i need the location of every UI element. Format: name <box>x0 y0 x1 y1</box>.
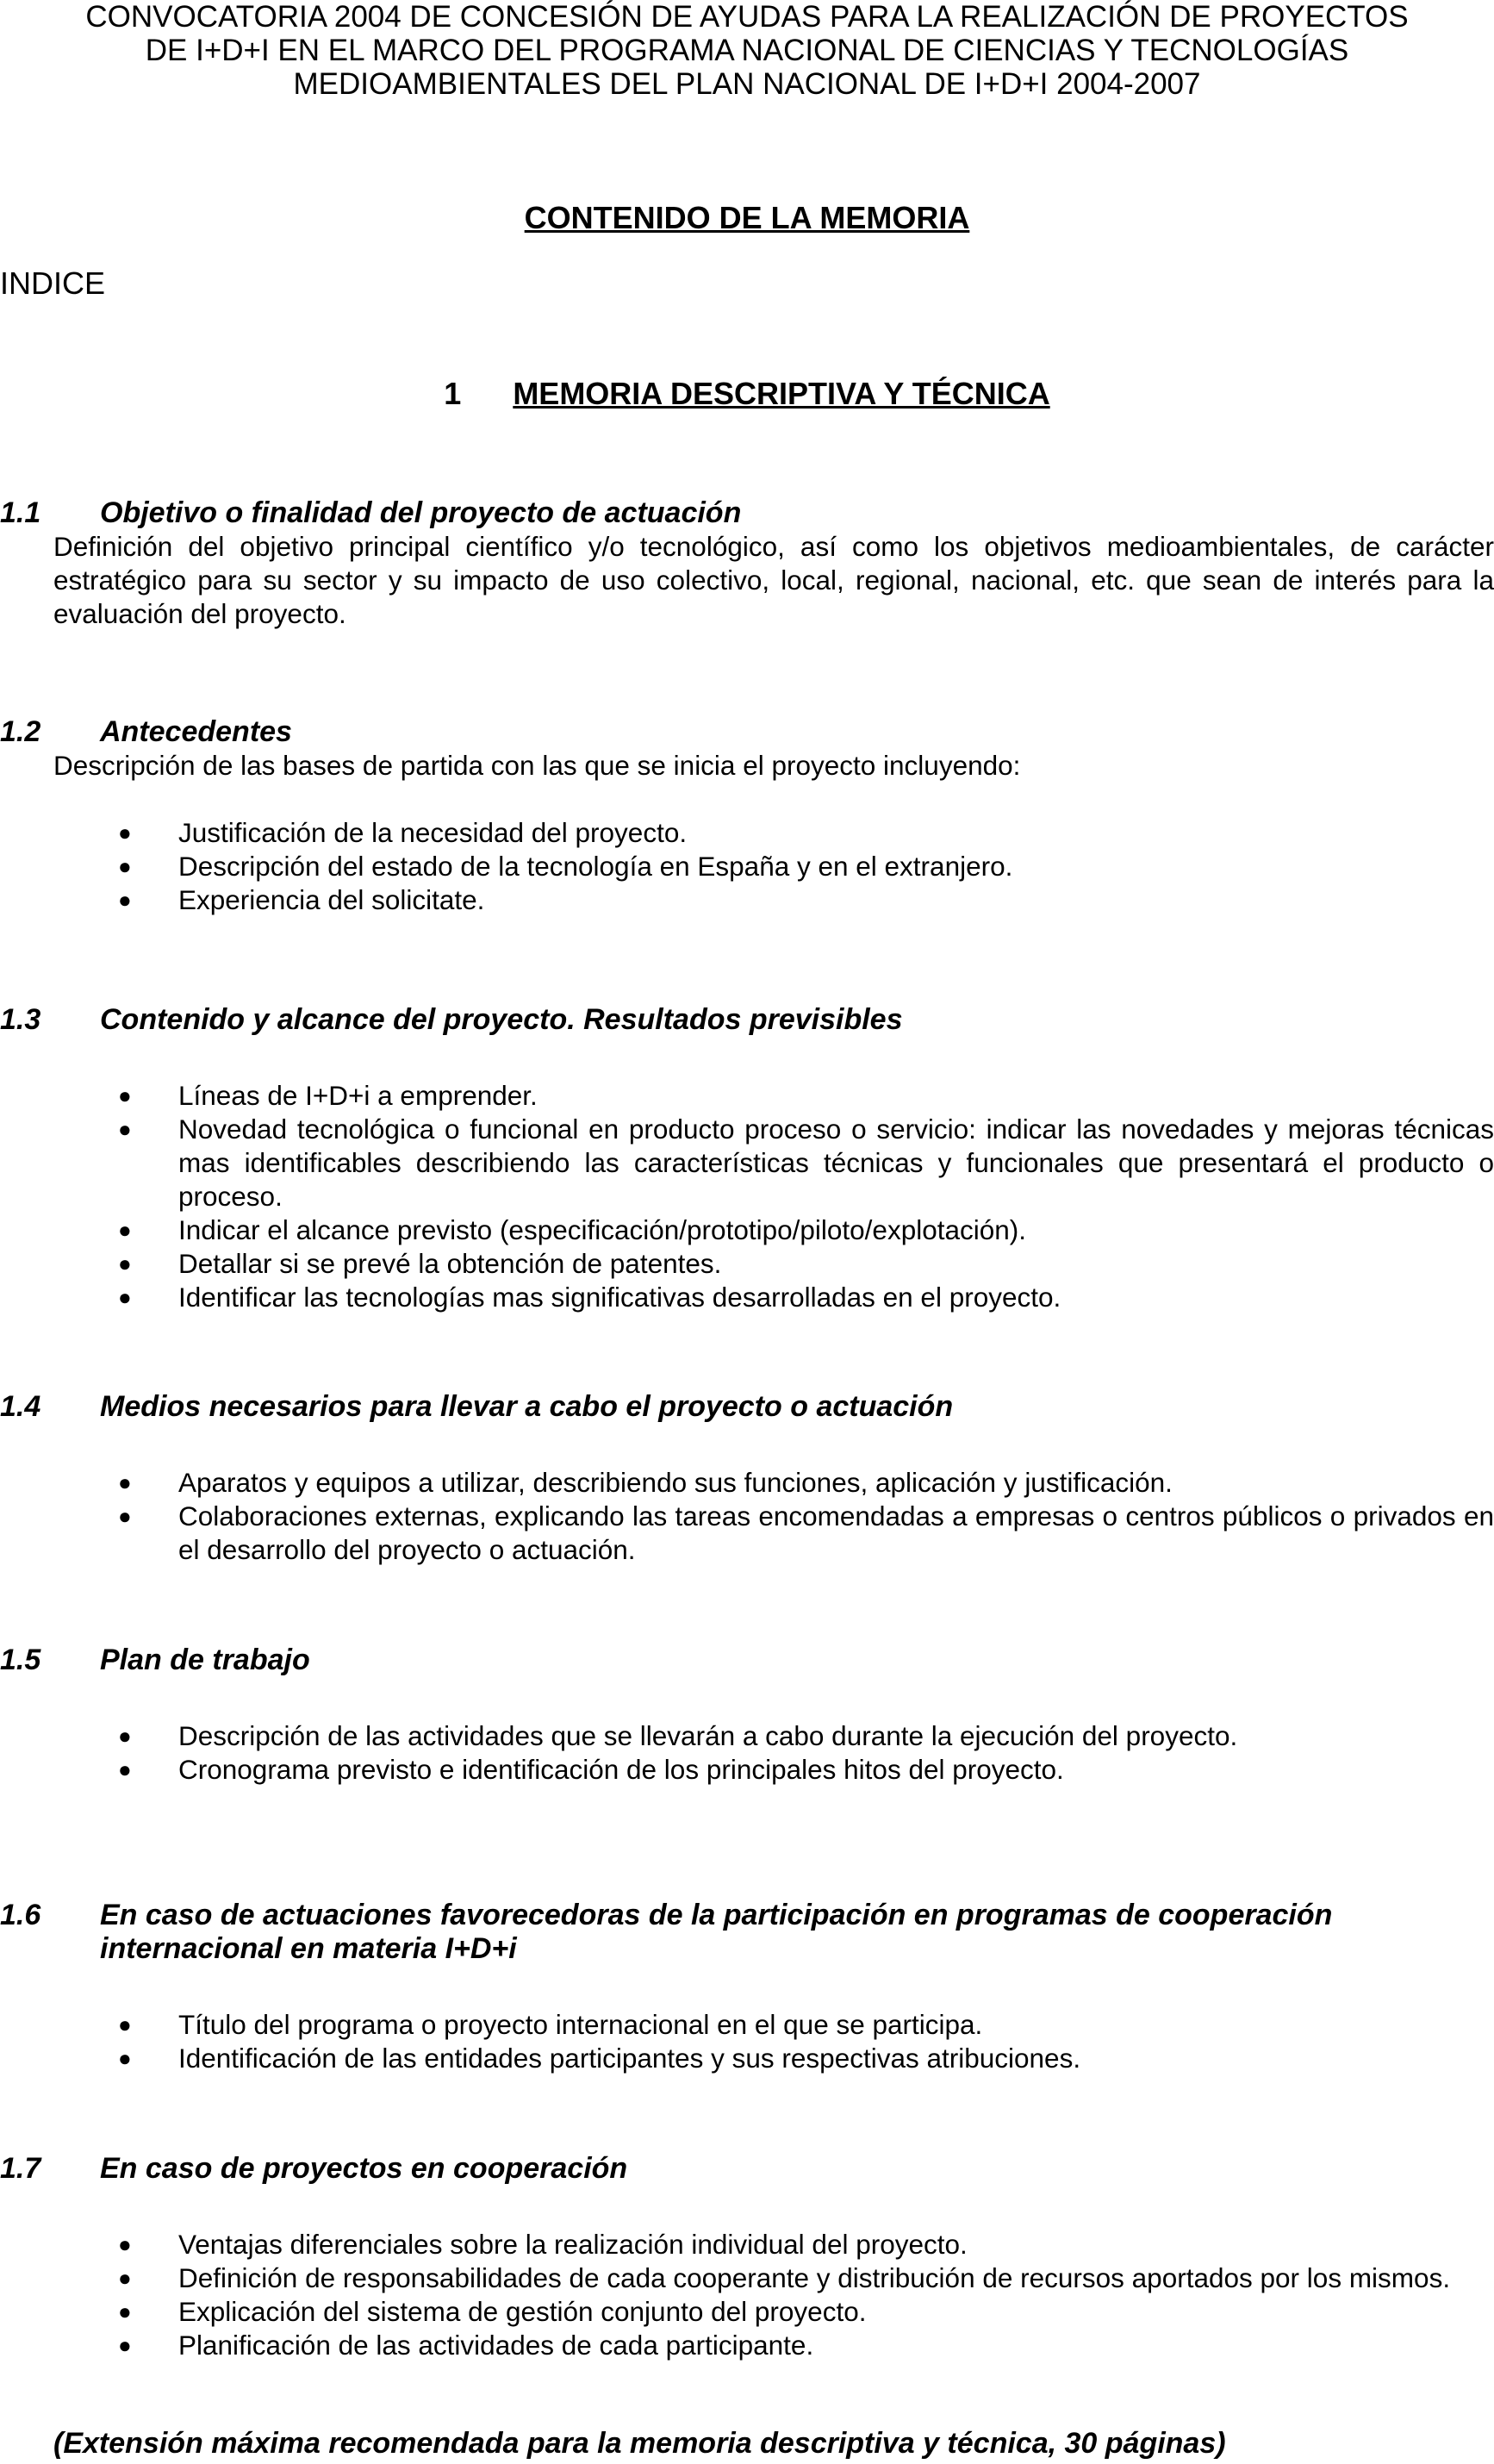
section-heading <box>0 2152 1494 2186</box>
section-number: 1.5 <box>0 1644 41 1676</box>
section-number: 1.6 <box>0 1899 41 1931</box>
section-title: Antecedentes <box>100 715 292 748</box>
bullet-icon: ● <box>118 1082 132 1108</box>
section-title: Medios necesarios para llevar a cabo el proyecto o actuación <box>100 1390 954 1423</box>
section-1-1 <box>0 496 1494 631</box>
section-list <box>0 1719 1494 1787</box>
section-list <box>0 1079 1494 1314</box>
list-item-text: Indicar el alcance previsto (especificación/prototipo/piloto/explotación). <box>178 1214 1027 1245</box>
bullet-icon: ● <box>118 2332 132 2358</box>
list-item <box>0 1281 1494 1314</box>
section-description: Definición del objetivo principal científico y/o tecnológico, así como los objetivos medioambientales, de carácter estratégico para su sector y su impacto de uso colectivo, local, regional, nacional, etc. que sean de interés para la evaluación del proyecto. <box>53 531 1494 629</box>
section-1-7 <box>0 2152 1494 2362</box>
list-item-text: Líneas de I+D+i a emprender. <box>178 1080 538 1111</box>
list-item <box>0 2042 1494 2075</box>
section-heading <box>0 1899 1494 1966</box>
section-title: Objetivo o finalidad del proyecto de actuación <box>100 496 742 529</box>
section-number: 1.3 <box>0 1003 41 1036</box>
list-item <box>0 1500 1494 1567</box>
list-item-text: Explicación del sistema de gestión conjunto del proyecto. <box>178 2296 867 2327</box>
bullet-icon: ● <box>118 2045 132 2071</box>
section-title: Plan de trabajo <box>100 1644 310 1676</box>
section-heading <box>0 715 1494 749</box>
list-item-text: Ventajas diferenciales sobre la realización individual del proyecto. <box>178 2229 968 2260</box>
section-title: Contenido y alcance del proyecto. Resultados previsibles <box>100 1003 903 1036</box>
list-item <box>0 883 1494 917</box>
list-item-text: Descripción de las actividades que se llevarán a cabo durante la ejecución del proyecto. <box>178 1720 1238 1751</box>
bullet-icon: ● <box>118 820 132 845</box>
section-number: 1.2 <box>0 715 41 748</box>
section-number: 1.4 <box>0 1390 41 1423</box>
list-item-text: Experiencia del solicitate. <box>178 884 485 915</box>
section-1-6 <box>0 1899 1494 2075</box>
list-item <box>0 1113 1494 1213</box>
list-item <box>0 1753 1494 1787</box>
indice-label: INDICE <box>0 265 106 301</box>
extension-note: (Extensión máxima recomendada para la memoria descriptiva y técnica, 30 páginas) <box>53 2427 1226 2460</box>
bullet-icon: ● <box>118 2231 132 2257</box>
section-list <box>0 1466 1494 1567</box>
section-number: 1.1 <box>0 496 41 529</box>
list-item <box>0 2008 1494 2042</box>
chapter-title: MEMORIA DESCRIPTIVA Y TÉCNICA <box>513 376 1050 411</box>
bullet-icon: ● <box>118 1116 132 1142</box>
header-line: MEDIOAMBIENTALES DEL PLAN NACIONAL DE I+D+I 2004-2007 <box>293 67 1201 101</box>
list-item <box>0 2329 1494 2362</box>
list-item-text: Definición de responsabilidades de cada cooperante y distribución de recursos aportados por los mismos. <box>178 2262 1451 2293</box>
list-item-text: Novedad tecnológica o funcional en producto proceso o servicio: indicar las novedades y mejoras técnicas mas identificables describiendo las características técnicas y funcionales que presentará el producto o proceso. <box>178 1113 1494 1212</box>
bullet-icon: ● <box>118 1217 132 1243</box>
list-item-text: Descripción del estado de la tecnología en España y en el extranjero. <box>178 851 1013 882</box>
header-line: DE I+D+I EN EL MARCO DEL PROGRAMA NACIONAL DE CIENCIAS Y TECNOLOGÍAS <box>145 34 1349 67</box>
list-item <box>0 2295 1494 2329</box>
section-list <box>0 2008 1494 2075</box>
bullet-icon: ● <box>118 1723 132 1749</box>
section-heading <box>0 496 1494 530</box>
list-item <box>0 1247 1494 1281</box>
list-item-text: Planificación de las actividades de cada participante. <box>178 2330 814 2361</box>
list-item-text: Identificar las tecnologías mas significativas desarrolladas en el proyecto. <box>178 1282 1061 1313</box>
bullet-icon: ● <box>118 1251 132 1276</box>
list-item <box>0 816 1494 850</box>
list-item-text: Título del programa o proyecto internacional en el que se participa. <box>178 2009 983 2040</box>
bullet-icon: ● <box>118 2265 132 2291</box>
bullet-icon: ● <box>118 1284 132 1310</box>
bullet-icon: ● <box>118 853 132 879</box>
list-item-text: Detallar si se prevé la obtención de patentes. <box>178 1248 722 1279</box>
list-item <box>0 2228 1494 2261</box>
list-item <box>0 1719 1494 1753</box>
section-1-4 <box>0 1390 1494 1567</box>
section-list <box>0 816 1494 917</box>
list-item-text: Aparatos y equipos a utilizar, describiendo sus funciones, aplicación y justificación. <box>178 1467 1173 1498</box>
convocatoria-header <box>0 0 1494 101</box>
list-item-text: Cronograma previsto e identificación de los principales hitos del proyecto. <box>178 1754 1064 1785</box>
section-heading <box>0 1644 1494 1677</box>
section-title: En caso de actuaciones favorecedoras de la participación en programas de cooperación internacional en materia I+D+i <box>100 1899 1333 1965</box>
section-1-5 <box>0 1644 1494 1787</box>
list-item-text: Justificación de la necesidad del proyecto. <box>178 817 688 848</box>
section-heading <box>0 1003 1494 1037</box>
chapter-number: 1 <box>444 376 462 411</box>
section-description: Descripción de las bases de partida con las que se inicia el proyecto incluyendo: <box>53 750 1021 781</box>
bullet-icon: ● <box>118 1756 132 1782</box>
bullet-icon: ● <box>118 1503 132 1529</box>
list-item <box>0 850 1494 883</box>
bullet-icon: ● <box>118 887 132 913</box>
section-list <box>0 2228 1494 2362</box>
section-number: 1.7 <box>0 2152 41 2185</box>
list-item <box>0 1466 1494 1500</box>
section-heading <box>0 1390 1494 1424</box>
section-title: En caso de proyectos en cooperación <box>100 2152 628 2185</box>
chapter-heading <box>0 376 1494 412</box>
list-item-text: Colaboraciones externas, explicando las tareas encomendadas a empresas o centros públicos o privados en el desarrollo del proyecto o actuación. <box>178 1500 1494 1565</box>
header-line: CONVOCATORIA 2004 DE CONCESIÓN DE AYUDAS PARA LA REALIZACIÓN DE PROYECTOS <box>85 0 1409 34</box>
bullet-icon: ● <box>118 1469 132 1495</box>
section-1-3 <box>0 1003 1494 1314</box>
list-item <box>0 2261 1494 2295</box>
bullet-icon: ● <box>118 2012 132 2037</box>
list-item-text: Identificación de las entidades participantes y sus respectivas atribuciones. <box>178 2043 1081 2074</box>
list-item <box>0 1079 1494 1113</box>
bullet-icon: ● <box>118 2299 132 2324</box>
section-1-2 <box>0 715 1494 917</box>
document-title: CONTENIDO DE LA MEMORIA <box>524 200 970 235</box>
list-item <box>0 1213 1494 1247</box>
